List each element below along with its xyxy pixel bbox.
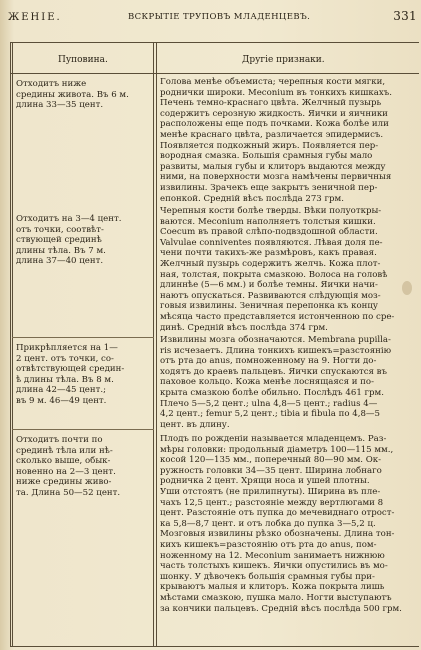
running-head [0, 8, 421, 26]
table-cell-signs-row1: Голова менѣе объемиста; черепныя кости мягки, роднички широки. Meconium въ тонкихъ кишкахъ. Печень темно-краснаго цвѣта. Желчный пузырь содержитъ серозную жидкость. Яички и яичники расположены еще подъ почками. Кожа болѣе или менѣе краснаго цвѣта, различается эпидермисъ. Появляется подкожный жиръ. Появляется пер- вородная смазка. Большія срамныя губы мало развиты, малыя губы и клиторъ выдаются между ними, на поверхности мозга намѣчены первичныя извилины. Зрачекъ еще закрытъ зеничной пер- епонкой. Средній вѣсъ послѣда 273 грм. [160, 77, 392, 204]
column-header-other-signs: Другіе признаки. [242, 55, 325, 65]
table-rule [156, 43, 157, 646]
column-header-umbilical-cord: Пуповина. [58, 55, 108, 65]
data-table [10, 42, 419, 647]
running-head-title: ВСКРЫТІЕ ТРУПОВЪ МЛАДЕНЦЕВЪ. [128, 12, 311, 22]
table-cell-signs-row2: Черепныя кости болѣе тверды. Вѣки полуоткры- ваются. Meconium наполняетъ толстыя кишки. Coecum въ правой слѣпо-подвздошной области. Valvulae conniventes появляются. Лѣвая доля пе- чени почти такихъ-же размѣровъ, какъ правая. Желчный пузырь содержитъ желчь. Кожа плот- ная, толстая, покрыта смазкою. Волоса на головѣ длиннѣе (5—6 мм.) и болѣе темны. Яички начи- наютъ опускаться. Развиваются слѣдующія моз- говыя извилины. Зеничная перепонка къ концу мѣсяца часто представляется истонченною по сре- динѣ. Средній вѣсъ послѣда 374 грм. [160, 206, 395, 333]
table-cell-cord-row4: Отходитъ почти по срединѣ тѣла или нѣ- сколько выше, обык- новенно на 2—3 цент. ниже средины живо- та. Длина 50—52 цент. [16, 435, 121, 498]
row-divider [12, 429, 154, 430]
table-cell-cord-row1: Отходитъ ниже средины живота. Въ 6 м. длина 33—35 цент. [16, 79, 129, 111]
table-rule [12, 43, 13, 646]
table-cell-cord-row3: Прикрѣпляется на 1— 2 цент. отъ точки, со- отвѣтствующей средин- ѣ длины тѣла. Въ 8 м. длина 42—45 цент.; въ 9 м. 46—49 цент. [16, 343, 125, 406]
paper-stain [402, 281, 412, 295]
table-header [10, 43, 419, 74]
page-number: 331 [393, 9, 417, 23]
running-head-left: ЖЕНІЕ. [8, 12, 62, 23]
table-cell-signs-row4: Плодъ по рожденіи называется младенцемъ. Раз- мѣры головки: продольный діаметръ 100—115 мм., косой 120—135 мм., поперечный 80—90 мм. Ок- ружность головки 34—35 цент. Ширина лобнаго родничка 2 цент. Хрящи носа и ушей плотны. Уши отстоятъ (не прилипнуты). Ширина въ пле- чахъ 12,5 цент.; разстояніе между вертлюгами 8 цент. Разстояніе отъ пупка до мечевиднаго отрост- ка 5,8—8,7 цент. и отъ лобка до пупка 3—5,2 ц. Мозговыя извилины рѣзко обозначены. Длина тон- кихъ кишекъ=разстоянію отъ рта до anus, пом- ноженному на 12. Meconium занимаетъ нижнюю часть толстыхъ кишекъ. Яички опустились въ мо- шонку. У дѣвочекъ большія срамныя губы при- крываютъ малыя и клиторъ. Кожа покрыта лишь мѣстами смазкою, пушка мало. Ногти выступаютъ за кончики пальцевъ. Средній вѣсъ послѣда 500 грм. [160, 434, 402, 614]
row-divider [12, 337, 154, 338]
table-rule [153, 43, 154, 646]
table-rule [10, 43, 11, 646]
table-cell-cord-row2: Отходитъ на 3—4 цент. отъ точки, соотвѣт- ствующей срединѣ длины тѣла. Въ 7 м. длина 37—40 цент. [16, 214, 122, 267]
table-cell-signs-row3: Извилины мозга обозначаются. Membrana pupilla- ris исчезаетъ. Длина тонкихъ кишекъ=разстоянію отъ рта до anus, помноженному на 9. Ногти до- ходятъ до краевъ пальцевъ. Яички спускаются въ паховое кольцо. Кожа менѣе лоснящаяся и по- крыта смазкою болѣе обильно. Послѣдъ 461 грм. Плечо 5—5,2 цент.; ulna 4,8—5 цент.; radius 4— 4,2 цент.; femur 5,2 цент.; tibia и fibula по 4,8—5 цент. въ длину. [160, 335, 392, 430]
